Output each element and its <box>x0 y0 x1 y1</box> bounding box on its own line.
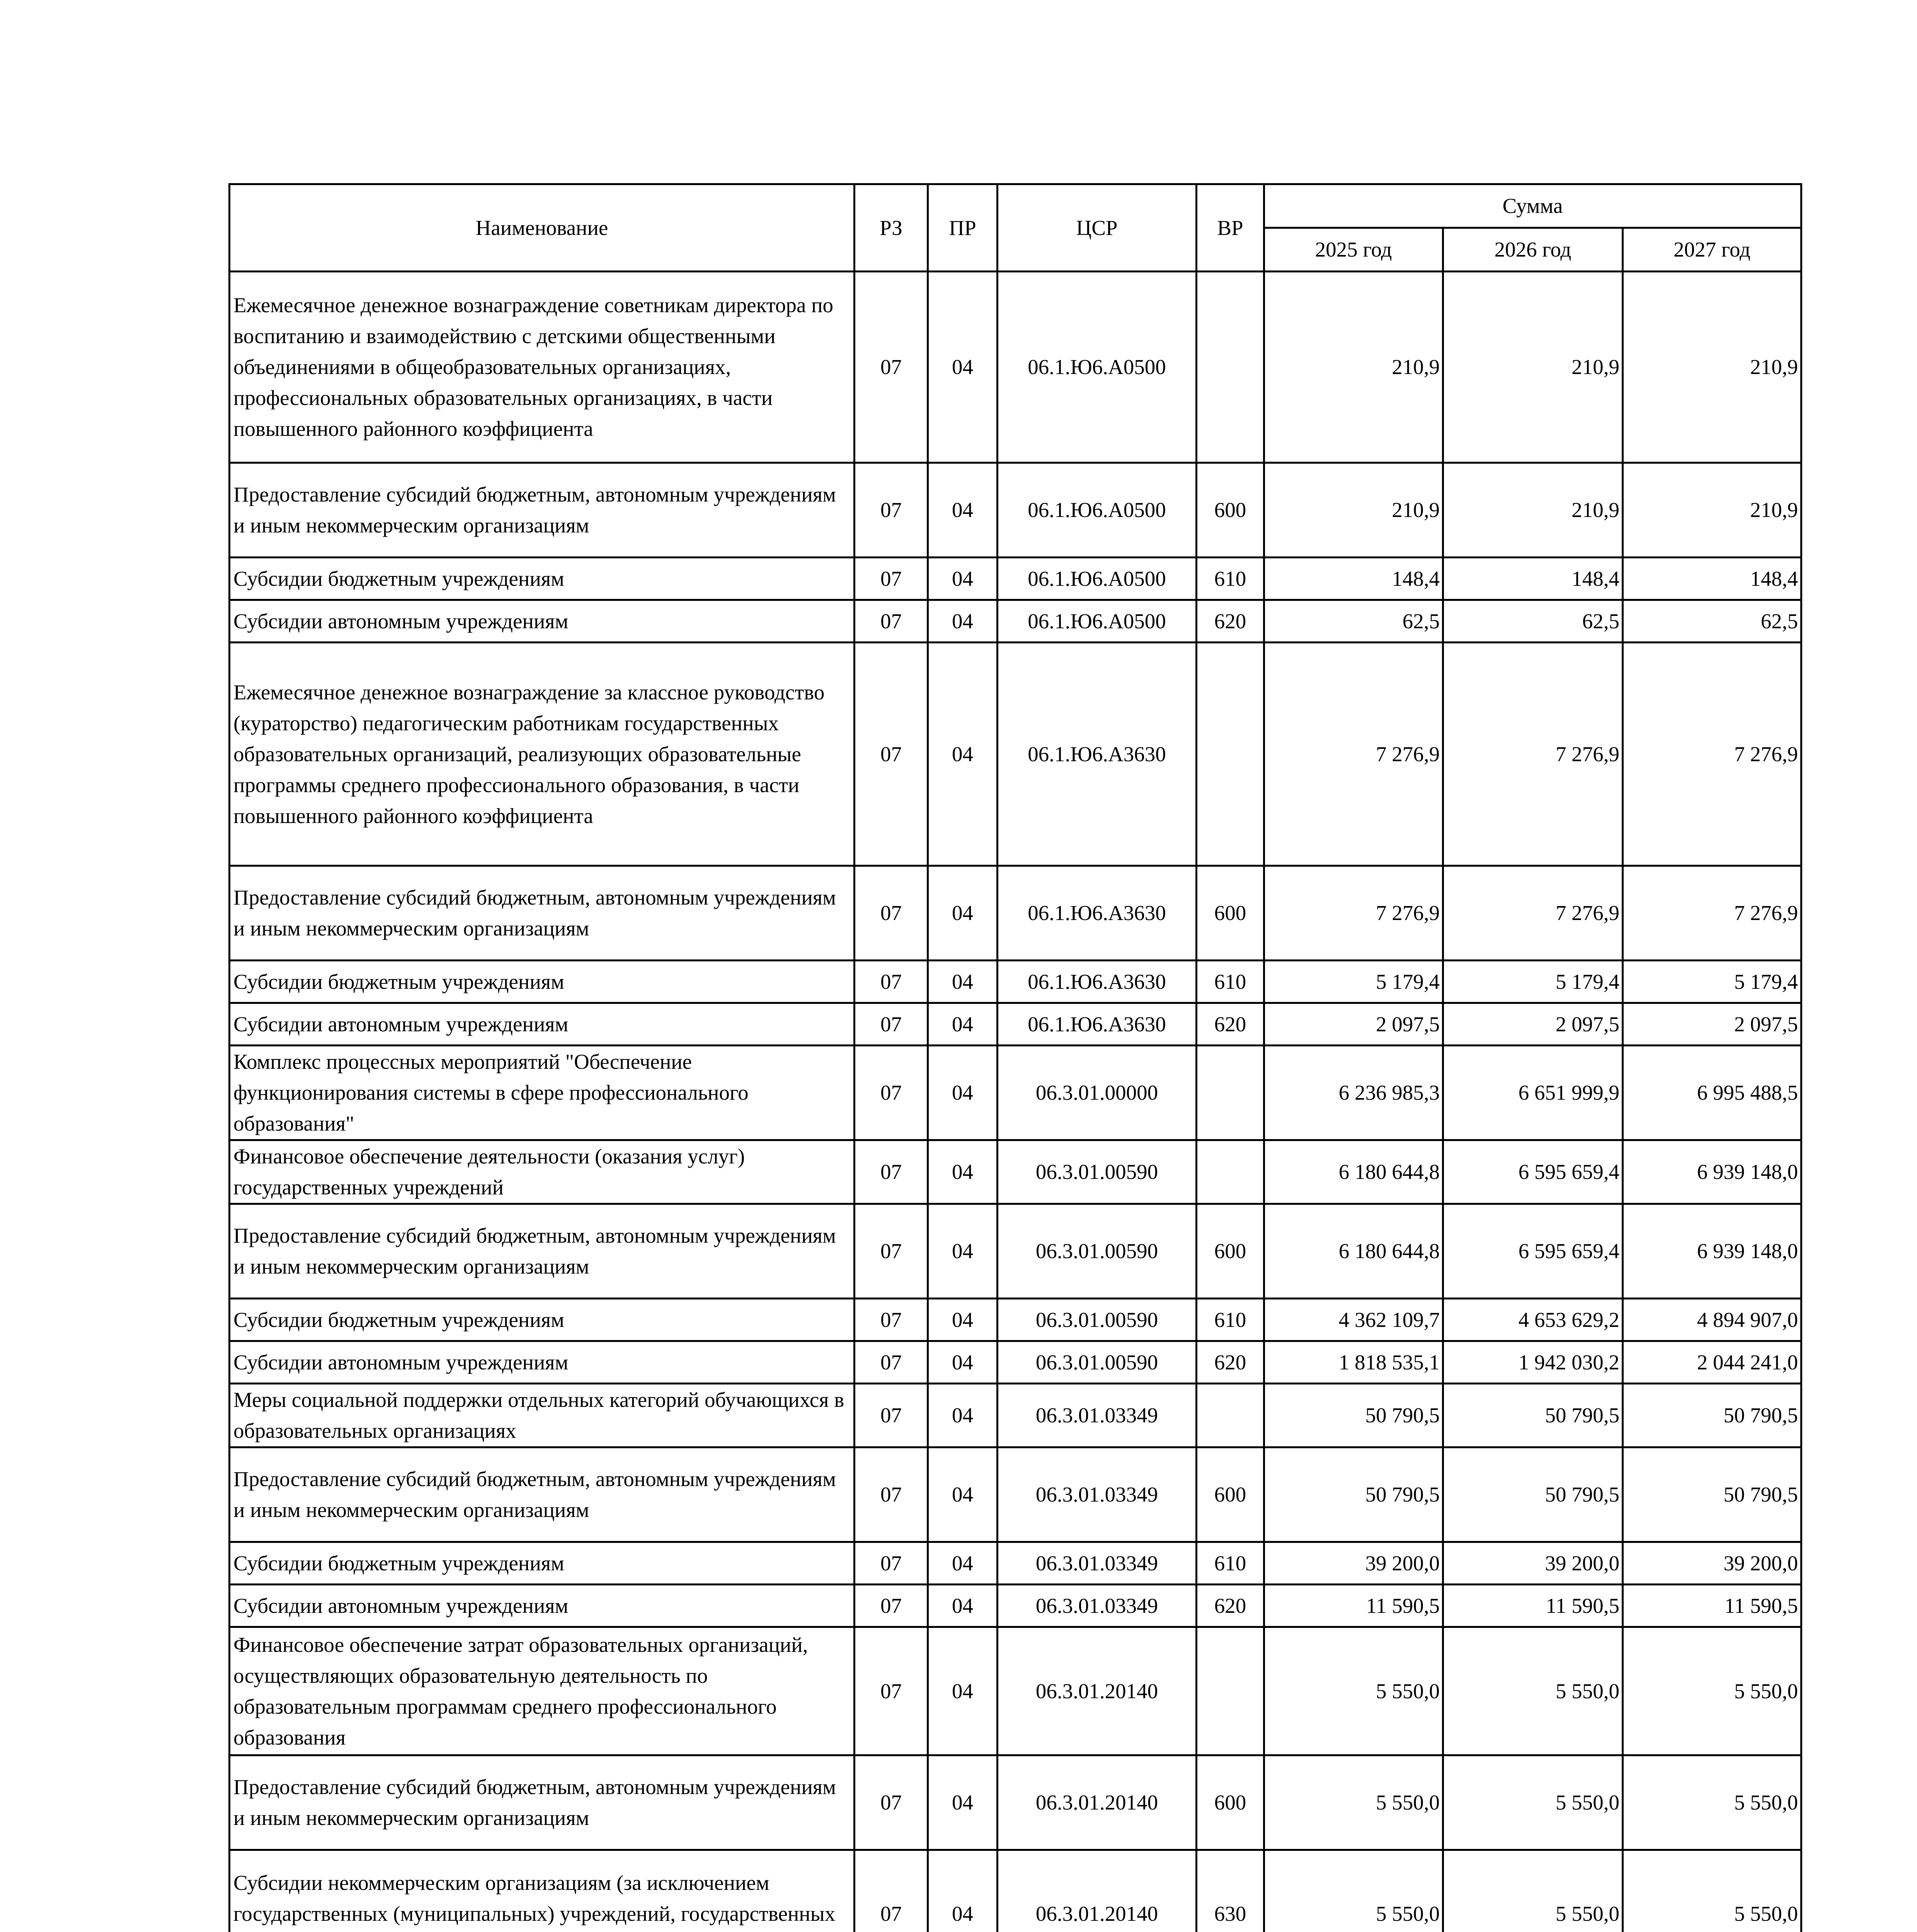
cell-name: Меры социальной поддержки отдельных категорий обучающихся в образовательных организациях <box>230 1384 855 1447</box>
cell-name: Ежемесячное денежное вознаграждение советникам директора по воспитанию и взаимодействию с детскими общественными объединениями в общеобразовательных организациях, профессиональных образовательных организациях, в части повышенного районного коэффициента <box>230 272 855 463</box>
cell-sum-2025: 6 180 644,8 <box>1264 1204 1443 1299</box>
cell-pr: 04 <box>928 1003 998 1046</box>
col-header-vr: ВР <box>1197 184 1264 272</box>
cell-sum-2027: 7 276,9 <box>1623 866 1801 961</box>
cell-sum-2025: 5 550,0 <box>1264 1850 1443 1932</box>
cell-sum-2027: 62,5 <box>1623 600 1801 643</box>
table-row <box>230 1046 1801 1140</box>
table-body <box>230 272 1801 1932</box>
cell-name: Субсидии автономным учреждениям <box>230 1003 855 1046</box>
cell-sum-2025: 39 200,0 <box>1264 1542 1443 1585</box>
table-row <box>230 1299 1801 1341</box>
col-header-name: Наименование <box>230 184 855 272</box>
table-row <box>230 643 1801 866</box>
table-row <box>230 463 1801 558</box>
table-row <box>230 1627 1801 1755</box>
cell-name: Финансовое обеспечение деятельности (оказания услуг) государственных учреждений <box>230 1140 855 1204</box>
table-row <box>230 1585 1801 1627</box>
cell-pr: 04 <box>928 1585 998 1627</box>
cell-sum-2025: 5 550,0 <box>1264 1627 1443 1755</box>
cell-sum-2027: 210,9 <box>1623 272 1801 463</box>
cell-rz: 07 <box>855 1447 928 1542</box>
cell-csr: 06.3.01.20140 <box>998 1755 1197 1850</box>
cell-csr: 06.3.01.03349 <box>998 1447 1197 1542</box>
cell-sum-2026: 210,9 <box>1443 463 1623 558</box>
cell-vr <box>1197 1384 1264 1447</box>
cell-vr: 610 <box>1197 961 1264 1003</box>
cell-sum-2025: 1 818 535,1 <box>1264 1341 1443 1384</box>
cell-pr: 04 <box>928 1341 998 1384</box>
cell-sum-2025: 5 550,0 <box>1264 1755 1443 1850</box>
cell-rz: 07 <box>855 463 928 558</box>
cell-csr: 06.3.01.03349 <box>998 1542 1197 1585</box>
cell-rz: 07 <box>855 961 928 1003</box>
table-row <box>230 1140 1801 1204</box>
col-header-rz: РЗ <box>855 184 928 272</box>
table-row <box>230 1204 1801 1299</box>
table-row <box>230 600 1801 643</box>
cell-sum-2025: 50 790,5 <box>1264 1447 1443 1542</box>
cell-sum-2027: 6 939 148,0 <box>1623 1204 1801 1299</box>
cell-name: Комплекс процессных мероприятий "Обеспечение функционирования системы в сфере профессионального образования" <box>230 1046 855 1140</box>
cell-pr: 04 <box>928 1542 998 1585</box>
cell-sum-2026: 4 653 629,2 <box>1443 1299 1623 1341</box>
cell-sum-2027: 11 590,5 <box>1623 1585 1801 1627</box>
cell-rz: 07 <box>855 558 928 600</box>
cell-sum-2027: 5 550,0 <box>1623 1755 1801 1850</box>
col-header-sum: Сумма <box>1264 184 1801 228</box>
cell-vr: 600 <box>1197 1755 1264 1850</box>
cell-sum-2026: 5 179,4 <box>1443 961 1623 1003</box>
table-row <box>230 1384 1801 1447</box>
cell-csr: 06.1.Ю6.А3630 <box>998 866 1197 961</box>
table-row <box>230 866 1801 961</box>
cell-name: Предоставление субсидий бюджетным, автономным учреждениям и иным некоммерческим организациям <box>230 463 855 558</box>
table-row <box>230 558 1801 600</box>
cell-vr: 600 <box>1197 463 1264 558</box>
cell-csr: 06.1.Ю6.А3630 <box>998 1003 1197 1046</box>
cell-vr <box>1197 272 1264 463</box>
cell-csr: 06.3.01.00590 <box>998 1140 1197 1204</box>
table-row <box>230 1542 1801 1585</box>
cell-name: Субсидии бюджетным учреждениям <box>230 1542 855 1585</box>
cell-vr: 620 <box>1197 1003 1264 1046</box>
cell-sum-2025: 148,4 <box>1264 558 1443 600</box>
cell-csr: 06.1.Ю6.А0500 <box>998 463 1197 558</box>
cell-pr: 04 <box>928 600 998 643</box>
cell-csr: 06.3.01.00590 <box>998 1299 1197 1341</box>
cell-vr <box>1197 1140 1264 1204</box>
table-row <box>230 1341 1801 1384</box>
cell-pr: 04 <box>928 961 998 1003</box>
cell-name: Предоставление субсидий бюджетным, автономным учреждениям и иным некоммерческим организациям <box>230 1755 855 1850</box>
cell-sum-2027: 6 939 148,0 <box>1623 1140 1801 1204</box>
cell-vr <box>1197 643 1264 866</box>
cell-sum-2025: 5 179,4 <box>1264 961 1443 1003</box>
cell-rz: 07 <box>855 1850 928 1932</box>
cell-sum-2027: 39 200,0 <box>1623 1542 1801 1585</box>
cell-vr: 620 <box>1197 600 1264 643</box>
cell-sum-2027: 5 550,0 <box>1623 1850 1801 1932</box>
cell-csr: 06.3.01.03349 <box>998 1384 1197 1447</box>
cell-name: Предоставление субсидий бюджетным, автономным учреждениям и иным некоммерческим организациям <box>230 1204 855 1299</box>
table-row <box>230 272 1801 463</box>
cell-name: Субсидии автономным учреждениям <box>230 1341 855 1384</box>
cell-rz: 07 <box>855 1627 928 1755</box>
cell-pr: 04 <box>928 272 998 463</box>
cell-sum-2026: 50 790,5 <box>1443 1447 1623 1542</box>
cell-pr: 04 <box>928 1046 998 1140</box>
cell-rz: 07 <box>855 1384 928 1447</box>
cell-sum-2027: 2 097,5 <box>1623 1003 1801 1046</box>
cell-vr <box>1197 1046 1264 1140</box>
cell-rz: 07 <box>855 272 928 463</box>
cell-csr: 06.3.01.00000 <box>998 1046 1197 1140</box>
header-row <box>230 184 1801 228</box>
cell-csr: 06.3.01.00590 <box>998 1341 1197 1384</box>
cell-sum-2025: 62,5 <box>1264 600 1443 643</box>
cell-sum-2025: 2 097,5 <box>1264 1003 1443 1046</box>
cell-name: Субсидии некоммерческим организациям (за исключением государственных (муниципальных) учреждений, государственных <box>230 1850 855 1932</box>
cell-csr: 06.3.01.20140 <box>998 1850 1197 1932</box>
cell-sum-2026: 5 550,0 <box>1443 1850 1623 1932</box>
cell-rz: 07 <box>855 1003 928 1046</box>
cell-sum-2026: 5 550,0 <box>1443 1755 1623 1850</box>
cell-sum-2026: 39 200,0 <box>1443 1542 1623 1585</box>
cell-rz: 07 <box>855 643 928 866</box>
cell-sum-2027: 50 790,5 <box>1623 1447 1801 1542</box>
cell-name: Ежемесячное денежное вознаграждение за классное руководство (кураторство) педагогическим работникам государственных образовательных организаций, реализующих образовательные программы среднего профессионального образования, в части повышенного районного коэффициента <box>230 643 855 866</box>
cell-sum-2026: 210,9 <box>1443 272 1623 463</box>
cell-rz: 07 <box>855 1204 928 1299</box>
cell-rz: 07 <box>855 1046 928 1140</box>
cell-sum-2026: 11 590,5 <box>1443 1585 1623 1627</box>
cell-sum-2026: 50 790,5 <box>1443 1384 1623 1447</box>
cell-sum-2025: 6 180 644,8 <box>1264 1140 1443 1204</box>
cell-csr: 06.3.01.03349 <box>998 1585 1197 1627</box>
cell-sum-2025: 210,9 <box>1264 463 1443 558</box>
cell-rz: 07 <box>855 866 928 961</box>
cell-sum-2026: 62,5 <box>1443 600 1623 643</box>
cell-csr: 06.1.Ю6.А3630 <box>998 961 1197 1003</box>
cell-vr: 610 <box>1197 1542 1264 1585</box>
cell-sum-2027: 7 276,9 <box>1623 643 1801 866</box>
cell-sum-2026: 6 595 659,4 <box>1443 1204 1623 1299</box>
cell-vr: 630 <box>1197 1850 1264 1932</box>
cell-rz: 07 <box>855 600 928 643</box>
cell-vr: 620 <box>1197 1585 1264 1627</box>
cell-vr: 610 <box>1197 1299 1264 1341</box>
cell-pr: 04 <box>928 1447 998 1542</box>
cell-sum-2027: 148,4 <box>1623 558 1801 600</box>
cell-sum-2025: 6 236 985,3 <box>1264 1046 1443 1140</box>
cell-rz: 07 <box>855 1140 928 1204</box>
cell-sum-2026: 2 097,5 <box>1443 1003 1623 1046</box>
cell-sum-2026: 1 942 030,2 <box>1443 1341 1623 1384</box>
cell-name: Субсидии бюджетным учреждениям <box>230 558 855 600</box>
cell-sum-2026: 148,4 <box>1443 558 1623 600</box>
cell-sum-2025: 7 276,9 <box>1264 866 1443 961</box>
cell-sum-2027: 2 044 241,0 <box>1623 1341 1801 1384</box>
cell-csr: 06.1.Ю6.А0500 <box>998 600 1197 643</box>
table-row <box>230 1447 1801 1542</box>
cell-name: Финансовое обеспечение затрат образовательных организаций, осуществляющих образовательную деятельность по образовательным программам среднего профессионального образования <box>230 1627 855 1755</box>
cell-sum-2026: 7 276,9 <box>1443 866 1623 961</box>
cell-name: Субсидии бюджетным учреждениям <box>230 1299 855 1341</box>
cell-sum-2026: 6 595 659,4 <box>1443 1140 1623 1204</box>
cell-sum-2025: 11 590,5 <box>1264 1585 1443 1627</box>
cell-vr: 620 <box>1197 1341 1264 1384</box>
cell-csr: 06.3.01.20140 <box>998 1627 1197 1755</box>
cell-pr: 04 <box>928 1627 998 1755</box>
col-header-2027: 2027 год <box>1623 228 1801 272</box>
col-header-csr: ЦСР <box>998 184 1197 272</box>
cell-pr: 04 <box>928 1755 998 1850</box>
table-row <box>230 1003 1801 1046</box>
cell-name: Субсидии бюджетным учреждениям <box>230 961 855 1003</box>
cell-pr: 04 <box>928 1850 998 1932</box>
cell-sum-2025: 7 276,9 <box>1264 643 1443 866</box>
cell-vr: 610 <box>1197 558 1264 600</box>
col-header-pr: ПР <box>928 184 998 272</box>
cell-pr: 04 <box>928 558 998 600</box>
cell-vr: 600 <box>1197 1204 1264 1299</box>
budget-table <box>228 183 1802 1932</box>
cell-sum-2027: 5 179,4 <box>1623 961 1801 1003</box>
cell-vr <box>1197 1627 1264 1755</box>
table-row <box>230 1850 1801 1932</box>
cell-sum-2025: 50 790,5 <box>1264 1384 1443 1447</box>
cell-rz: 07 <box>855 1755 928 1850</box>
cell-pr: 04 <box>928 1140 998 1204</box>
cell-csr: 06.1.Ю6.А0500 <box>998 272 1197 463</box>
cell-vr: 600 <box>1197 1447 1264 1542</box>
col-header-2025: 2025 год <box>1264 228 1443 272</box>
cell-sum-2027: 4 894 907,0 <box>1623 1299 1801 1341</box>
col-header-2026: 2026 год <box>1443 228 1623 272</box>
cell-sum-2025: 4 362 109,7 <box>1264 1299 1443 1341</box>
cell-rz: 07 <box>855 1585 928 1627</box>
cell-rz: 07 <box>855 1341 928 1384</box>
cell-rz: 07 <box>855 1542 928 1585</box>
cell-name: Предоставление субсидий бюджетным, автономным учреждениям и иным некоммерческим организациям <box>230 1447 855 1542</box>
cell-pr: 04 <box>928 866 998 961</box>
cell-csr: 06.3.01.00590 <box>998 1204 1197 1299</box>
cell-sum-2027: 50 790,5 <box>1623 1384 1801 1447</box>
cell-sum-2026: 5 550,0 <box>1443 1627 1623 1755</box>
cell-pr: 04 <box>928 1204 998 1299</box>
cell-name: Субсидии автономным учреждениям <box>230 600 855 643</box>
cell-pr: 04 <box>928 1299 998 1341</box>
cell-sum-2026: 6 651 999,9 <box>1443 1046 1623 1140</box>
cell-sum-2027: 210,9 <box>1623 463 1801 558</box>
cell-name: Субсидии автономным учреждениям <box>230 1585 855 1627</box>
cell-sum-2027: 5 550,0 <box>1623 1627 1801 1755</box>
cell-rz: 07 <box>855 1299 928 1341</box>
cell-vr: 600 <box>1197 866 1264 961</box>
cell-sum-2025: 210,9 <box>1264 272 1443 463</box>
cell-sum-2027: 6 995 488,5 <box>1623 1046 1801 1140</box>
cell-pr: 04 <box>928 643 998 866</box>
cell-pr: 04 <box>928 1384 998 1447</box>
cell-name: Предоставление субсидий бюджетным, автономным учреждениям и иным некоммерческим организациям <box>230 866 855 961</box>
cell-csr: 06.1.Ю6.А3630 <box>998 643 1197 866</box>
cell-pr: 04 <box>928 463 998 558</box>
cell-csr: 06.1.Ю6.А0500 <box>998 558 1197 600</box>
cell-sum-2026: 7 276,9 <box>1443 643 1623 866</box>
table-row <box>230 961 1801 1003</box>
table-row <box>230 1755 1801 1850</box>
